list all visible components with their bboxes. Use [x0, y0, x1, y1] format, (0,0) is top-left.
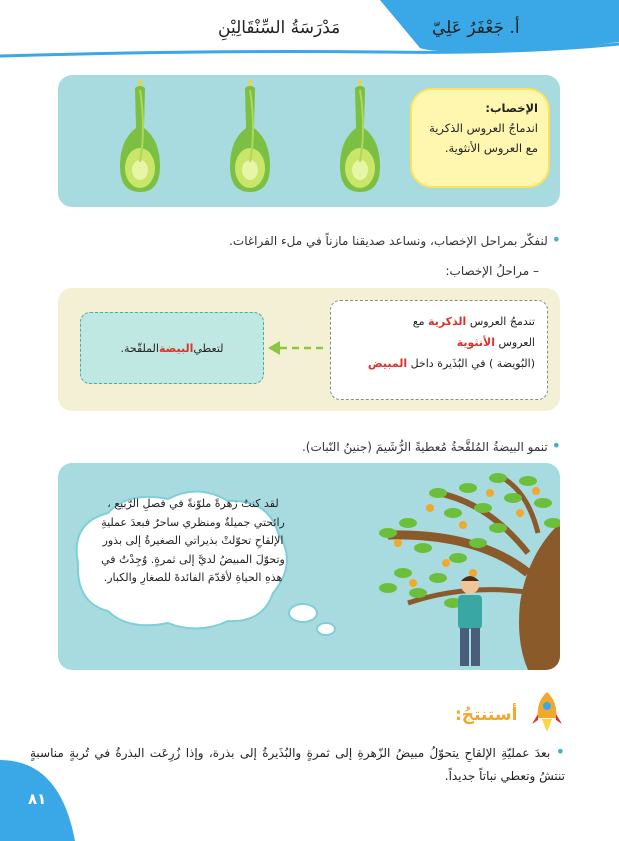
filled-blank[interactable]: الذكرية: [428, 315, 467, 328]
embryo-label: تنمو البيضةُ المُلقَّحةُ مُعطيةً الرُّشَيمَ (جنينُ النّبات).: [301, 440, 548, 454]
school-name: مَدْرَسَةُ السِّنْقَالِيْنِ: [218, 18, 341, 38]
instruction-text: [229, 230, 561, 249]
definition-text: اندماجُ العروس الذكرية مع العروس الأنثوية.: [429, 121, 538, 155]
cloud-line: لقد كنتُ زهرةً ملوّنةً في فصلِ الرّبيع ،: [107, 497, 279, 510]
ovary-illustration-2: [230, 80, 270, 192]
rocket-icon: [530, 690, 564, 734]
ovary-illustration-3: [340, 80, 380, 192]
ovary-illustration-1: [120, 80, 160, 192]
result-box: [80, 312, 264, 384]
stage-text: مع: [412, 315, 429, 328]
cloud-line: الإلقاحِ تحوّلتْ بذيراتي الصغيرةُ إلى بذور: [102, 534, 284, 547]
definition-title: الإخصاب:: [485, 101, 538, 115]
stage-text: (البُويضة ) في البُذَيرة داخل: [407, 357, 535, 370]
bullet-icon: •: [555, 742, 565, 761]
stages-label: – مراحلُ الإخصاب:: [445, 264, 539, 278]
filled-blank[interactable]: الأنثوية: [456, 336, 495, 349]
filled-blank[interactable]: البيضة: [158, 341, 194, 355]
stage-text: العروس: [494, 336, 535, 349]
conclusion-text: [30, 740, 565, 788]
bullet-icon: •: [551, 436, 561, 455]
author-name: أ. جَعْفَرُ عَلِيّ: [432, 18, 520, 38]
cloud-line: هذهِ الحياةِ لأقدّمَ الفائدةَ للصغارِ والكبار.: [103, 571, 283, 584]
instruction-label: لنفكّر بمراحل الإخصاب، ونساعد صديقنا مازناً في ملء الفراغات.: [229, 234, 548, 248]
definition-box: [410, 88, 550, 188]
arrow-left-icon: [266, 340, 328, 356]
ovary-illustrations: [110, 78, 400, 204]
cloud-line: وتحوّلَ المبيضُ لديَّ إلى ثمرةٍ. وُجِدْتُ في: [101, 552, 285, 566]
bullet-icon: •: [551, 230, 561, 249]
conclusion-label: بعدَ عمليّةِ الإلقاحِ يتحوّلُ مبيضُ الزّهرةِ إلى ثمرةٍ والبُذَيرةُ إلى بذرة، وإذا زُرِعَت البذرةُ في تُربةٍ مناسبةٍ تنتشُ وتعطي نباتاً جديداً.: [30, 746, 565, 783]
result-text: الملقّحة.: [120, 341, 159, 355]
cloud-line: رائحتي جميلةٌ ومنظري ساحرٌ فبعدَ عمليةِ: [101, 515, 285, 529]
stage-text: تندمجُ العروس: [466, 315, 535, 328]
conclude-heading: أستنتجُ:: [455, 705, 518, 725]
result-text: لتعطي: [193, 341, 224, 355]
fusion-stage-box: [330, 300, 548, 400]
page-number: ٨١: [28, 790, 47, 808]
embryo-text: [302, 436, 561, 455]
thought-cloud-text: [78, 495, 308, 588]
filled-blank[interactable]: المبيض: [367, 357, 408, 370]
